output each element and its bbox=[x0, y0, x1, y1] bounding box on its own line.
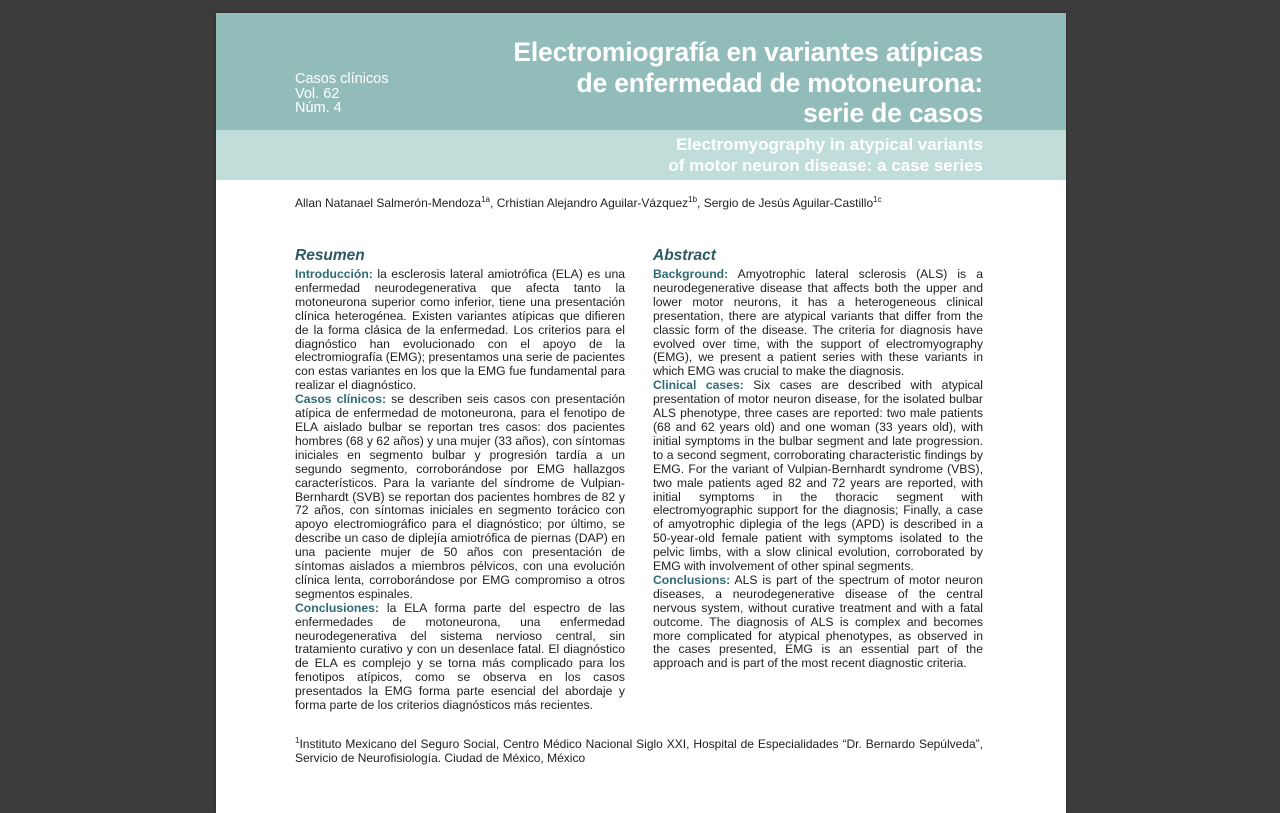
conclusions-text: la ELA forma parte del espectro de las enfermedades de motoneurona, una enfermedad neurodegenerativa del sistema nervioso central, sin tratamiento curativo y con un desenlace fatal. El diagnóstico de ELA es complejo y se torna más complicado para los fenotipos atípicos, como se observa en los casos presentados la EMG forma parte esencial del abordaje y forma parte de los criterios diagnósticos más recientes. bbox=[295, 600, 625, 713]
author-name: Sergio de Jesús Aguilar-Castillo bbox=[703, 196, 874, 210]
subtitle-line: of motor neuron disease: a case series bbox=[668, 156, 983, 175]
title-line: serie de casos bbox=[803, 98, 983, 128]
abstract-column bbox=[653, 246, 983, 671]
article-title-es bbox=[423, 37, 983, 129]
author-name: Allan Natanael Salmerón-Mendoza bbox=[295, 196, 482, 210]
intro-text: la esclerosis lateral amiotrófica (ELA) es una enfermedad neurodegenerativa que afecta tanto la motoneurona superior como inferior, tiene una presentación clínica heterogénea. Existen variantes atípicas que difieren de la forma clásica de la enfermedad. Los criterios para el diagnóstico han evolucionado con el apoyo de la electromiografía (EMG); presentamos una serie de pacientes con estas variantes en los que la EMG fue fundamental para realizar el diagnóstico. bbox=[295, 267, 625, 393]
background-label: Background: bbox=[653, 267, 729, 281]
abstract-conclusions bbox=[653, 574, 983, 671]
resumen-cases bbox=[295, 393, 625, 602]
cases-text: Six cases are described with atypical presentation of motor neuron disease, for the isolated bulbar ALS phenotype, three cases are reported: two male patients (68 and 62 years old) and one woman (33 years old), with initial symptoms in the bulbar segment and late progression. to a second segment, corroborating characteristic findings by EMG. For the variant of Vulpian-Bernhardt syndrome (VBS), two male patients aged 82 and 72 years are reported, with initial symptoms in the thoracic segment with electromyographic support for the diagnosis; Finally, a case of amyotrophic diplegia of the legs (APD) is described in a 50-year-old female patient with symptoms isolated to the pelvic limbs, with a slow clinical evolution, corroborated by EMG with involvement of other spinal segments. bbox=[653, 378, 983, 574]
abstract-background bbox=[653, 268, 983, 379]
article-page bbox=[216, 13, 1066, 813]
background-text: Amyotrophic lateral sclerosis (ALS) is a neurodegenerative disease that affects both the upper and lower motor neurons, it has a heterogeneous clinical presentation, there are atypical variants that differ from the classic form of the disease. The criteria for diagnosis have evolved over time, with the support of electromyography (EMG), we present a patient series with these variants in which EMG was crucial to make the diagnosis. bbox=[653, 267, 983, 379]
conclusions-label: Conclusions: bbox=[653, 572, 731, 587]
author-list: Allan Natanael Salmerón-Mendoza$^{1a}$, Crhistian Alejandro Aguilar-Vázquez$^{1b}$, Sergio de Jesús Aguilar-Castillo$^{1c}$ bbox=[295, 195, 882, 210]
resumen-introduction bbox=[295, 268, 625, 393]
number-label: Núm. 4 bbox=[295, 100, 342, 116]
author-affiliation: 1b bbox=[688, 195, 698, 204]
cases-text: se describen seis casos con presentación atípica de enfermedad de motoneurona, para el fenotipo de ELA aislado bulbar se reportan tres casos: dos pacientes hombres (68 y 62 años) y una mujer (33 años), con síntomas iniciales en segmento bulbar y progresión tardía a un segundo segmento, corroborándose por EMG hallazgos característicos. Para la variante del síndrome de Vulpian-Bernhardt (SVB) se reportan dos pacientes hombres de 82 y 72 años, con síntomas iniciales en segmento torácico con apoyo electromiográfico para el diagnóstico; por último, se describe un caso de diplejía amiotrófica de piernas (DAP) en una paciente mujer de 50 años con presentación de síntomas aislados a miembros pélvicos, con una evolución clínica lenta, corroborándose por EMG compromiso a otros segmentos espinales. bbox=[295, 392, 625, 601]
article-title-en bbox=[423, 134, 983, 176]
conclusions-label: Conclusiones: bbox=[295, 600, 379, 615]
volume-label: Vol. 62 bbox=[295, 85, 340, 102]
footnote-text: Instituto Mexicano del Seguro Social, Centro Médico Nacional Siglo XXI, Hospital de Especialidades “Dr. Bernardo Sepúlveda”, Servicio de Neurofisiología. Ciudad de México, México bbox=[295, 737, 983, 765]
conclusions-text: ALS is part of the spectrum of motor neuron diseases, a neurodegenerative disease of the central nervous system, without curative treatment and with a fatal outcome. The diagnosis of ALS is complex and becomes more complicated for atypical phenotypes, as observed in the cases presented, EMG is an essential part of the approach and is part of the most recent diagnostic criteria. bbox=[653, 572, 983, 671]
resumen-heading: Resumen bbox=[295, 247, 365, 264]
section-label: Casos clínicos bbox=[295, 71, 389, 87]
cases-label: Casos clínicos: bbox=[295, 392, 387, 407]
author-affiliation: 1c bbox=[873, 195, 882, 204]
cases-label: Clinical cases: bbox=[653, 378, 744, 393]
author-name: Crhistian Alejandro Aguilar-Vázquez bbox=[496, 196, 689, 210]
intro-label: Introducción: bbox=[295, 267, 373, 281]
footnote-marker: 1 bbox=[295, 736, 300, 745]
title-line: Electromiografía en variantes atípicas bbox=[513, 37, 983, 67]
issue-info bbox=[295, 72, 388, 116]
affiliation-footnote bbox=[295, 734, 983, 765]
resumen-conclusions bbox=[295, 602, 625, 713]
title-line: de enfermedad de motoneurona: bbox=[576, 67, 983, 98]
abstract-cases bbox=[653, 379, 983, 574]
subtitle-line: Electromyography in atypical variants bbox=[675, 135, 983, 154]
abstract-heading: Abstract bbox=[653, 247, 716, 264]
author-affiliation: 1a bbox=[481, 195, 491, 204]
resumen-column bbox=[295, 246, 625, 713]
